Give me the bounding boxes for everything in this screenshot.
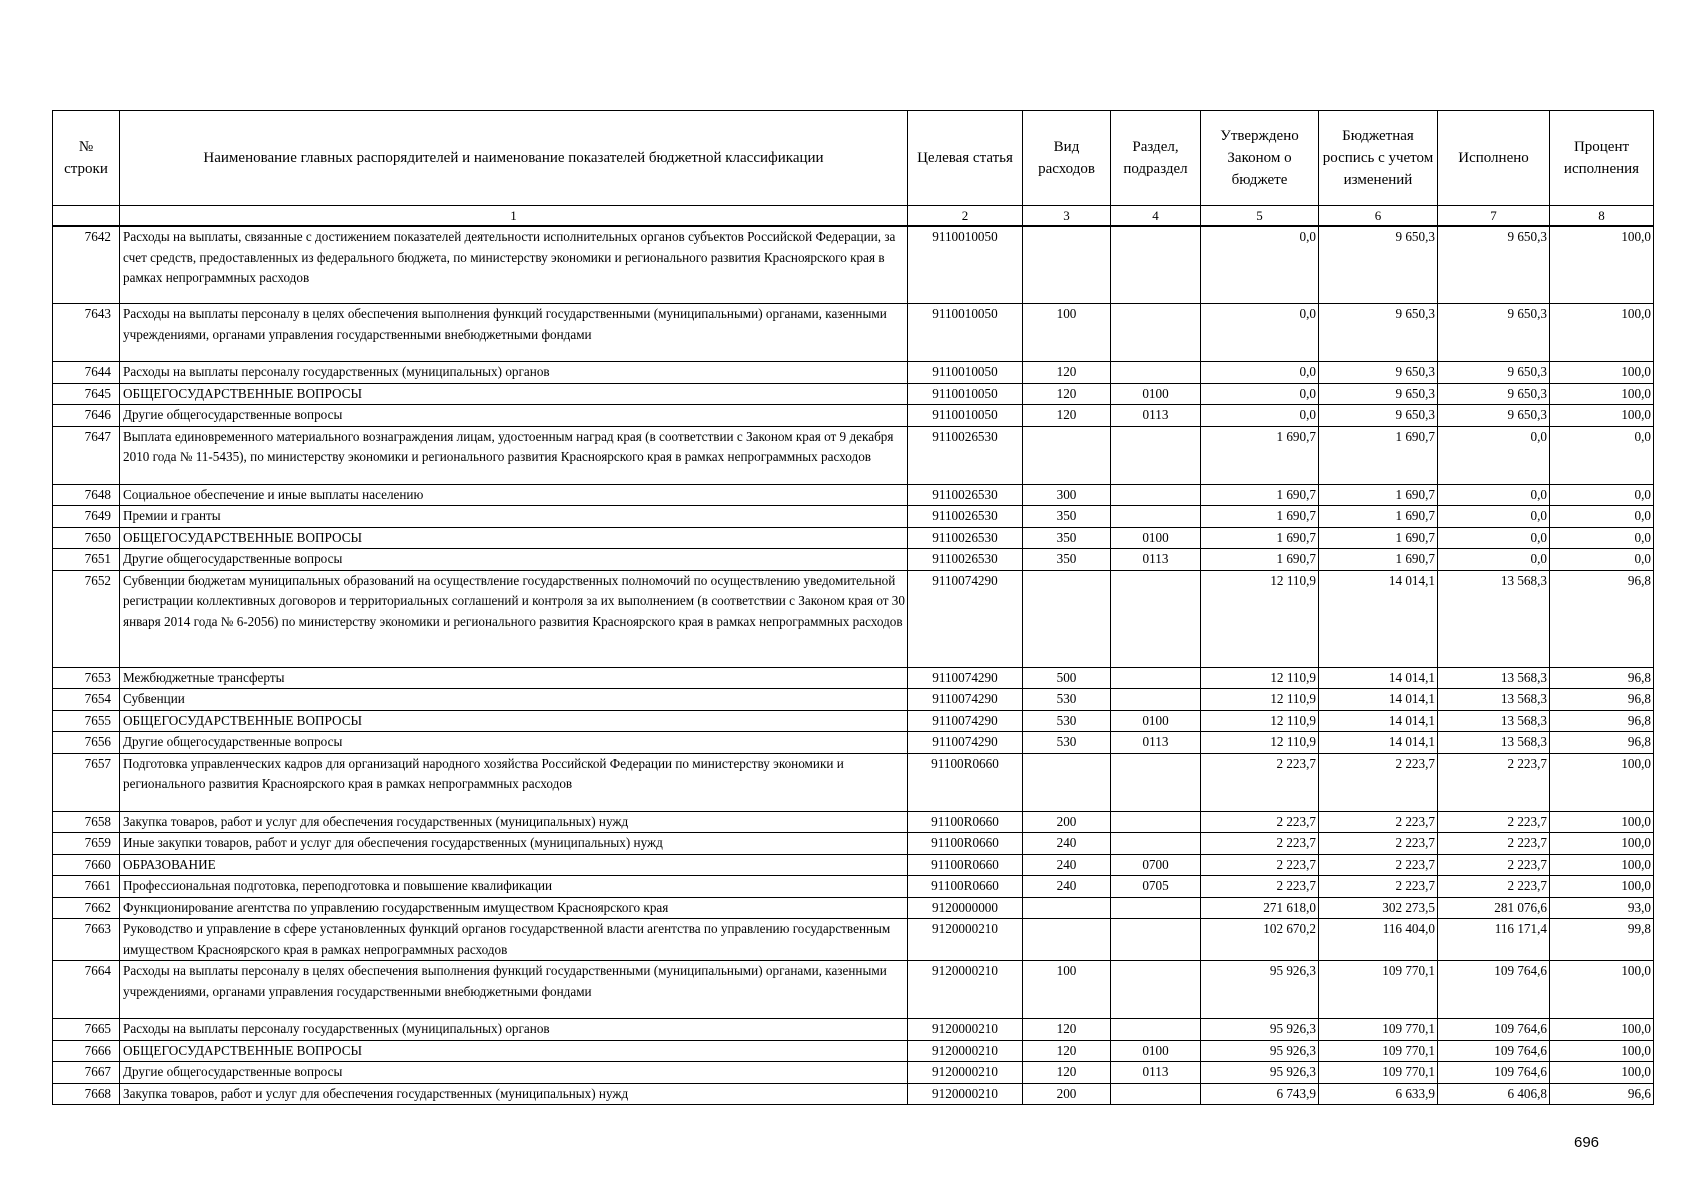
table-row [53,304,1654,362]
row-number: 7666 [53,1040,120,1062]
row-percent: 93,0 [1550,897,1654,919]
row-budget-list: 2 223,7 [1319,833,1438,855]
row-budget-list: 9 650,3 [1319,383,1438,405]
table-row [53,833,1654,855]
row-expense-type [1023,570,1111,667]
row-executed: 109 764,6 [1438,1040,1550,1062]
row-executed: 0,0 [1438,549,1550,571]
table-row [53,1040,1654,1062]
row-executed: 109 764,6 [1438,961,1550,1019]
row-budget-list: 14 014,1 [1319,732,1438,754]
row-section [1111,226,1201,304]
row-budget-list: 1 690,7 [1319,426,1438,484]
row-target-article: 9110026530 [908,527,1023,549]
row-approved: 2 223,7 [1201,854,1319,876]
row-target-article: 9110074290 [908,732,1023,754]
row-name: Межбюджетные трансферты [120,667,908,689]
row-executed: 9 650,3 [1438,304,1550,362]
row-name: ОБЩЕГОСУДАРСТВЕННЫЕ ВОПРОСЫ [120,1040,908,1062]
column-number: 1 [120,206,908,227]
row-expense-type: 200 [1023,1083,1111,1105]
column-number: 2 [908,206,1023,227]
row-budget-list: 302 273,5 [1319,897,1438,919]
row-name: ОБРАЗОВАНИЕ [120,854,908,876]
row-number: 7648 [53,484,120,506]
column-number: 5 [1201,206,1319,227]
row-target-article: 9110026530 [908,506,1023,528]
row-approved: 0,0 [1201,304,1319,362]
row-section [1111,833,1201,855]
row-section: 0100 [1111,710,1201,732]
row-name: Расходы на выплаты персоналу государственных (муниципальных) органов [120,1019,908,1041]
header-percent: Процент исполнения [1550,111,1654,206]
row-budget-list: 1 690,7 [1319,484,1438,506]
row-percent: 100,0 [1550,226,1654,304]
row-section [1111,304,1201,362]
row-section [1111,362,1201,384]
row-executed: 0,0 [1438,484,1550,506]
row-target-article: 9120000210 [908,1040,1023,1062]
row-target-article: 9120000000 [908,897,1023,919]
row-number: 7662 [53,897,120,919]
row-executed: 9 650,3 [1438,405,1550,427]
row-budget-list: 2 223,7 [1319,854,1438,876]
row-name: Профессиональная подготовка, переподготовка и повышение квалификации [120,876,908,898]
row-target-article: 91100R0660 [908,876,1023,898]
row-executed: 116 171,4 [1438,919,1550,961]
row-section [1111,897,1201,919]
row-number: 7643 [53,304,120,362]
header-type: Вид расходов [1023,111,1111,206]
row-percent: 100,0 [1550,753,1654,811]
row-expense-type: 500 [1023,667,1111,689]
table-row [53,897,1654,919]
row-approved: 12 110,9 [1201,732,1319,754]
row-budget-list: 9 650,3 [1319,304,1438,362]
row-budget-list: 2 223,7 [1319,753,1438,811]
row-number: 7653 [53,667,120,689]
row-executed: 2 223,7 [1438,753,1550,811]
table-row [53,484,1654,506]
row-target-article: 9110010050 [908,405,1023,427]
row-expense-type: 100 [1023,961,1111,1019]
header-executed: Исполнено [1438,111,1550,206]
row-budget-list: 1 690,7 [1319,549,1438,571]
row-number: 7665 [53,1019,120,1041]
row-target-article: 9120000210 [908,961,1023,1019]
row-target-article: 9120000210 [908,1083,1023,1105]
row-section [1111,689,1201,711]
row-name: Иные закупки товаров, работ и услуг для обеспечения государственных (муниципальных) нужд [120,833,908,855]
table-row [53,854,1654,876]
row-percent: 100,0 [1550,854,1654,876]
row-target-article: 9110026530 [908,426,1023,484]
row-expense-type [1023,919,1111,961]
row-number: 7663 [53,919,120,961]
row-name: Субвенции [120,689,908,711]
row-number: 7660 [53,854,120,876]
row-percent: 0,0 [1550,527,1654,549]
row-executed: 0,0 [1438,527,1550,549]
header-approved: Утверждено Законом о бюджете [1201,111,1319,206]
row-budget-list: 6 633,9 [1319,1083,1438,1105]
row-executed: 109 764,6 [1438,1019,1550,1041]
row-section [1111,1083,1201,1105]
column-number: 6 [1319,206,1438,227]
row-approved: 271 618,0 [1201,897,1319,919]
header-row-no: № строки [53,111,120,206]
row-approved: 12 110,9 [1201,710,1319,732]
row-percent: 0,0 [1550,426,1654,484]
table-row [53,405,1654,427]
row-expense-type: 100 [1023,304,1111,362]
row-number: 7661 [53,876,120,898]
row-name: Закупка товаров, работ и услуг для обеспечения государственных (муниципальных) нужд [120,811,908,833]
row-target-article: 9120000210 [908,1062,1023,1084]
table-header [53,111,1654,227]
row-executed: 13 568,3 [1438,732,1550,754]
row-executed: 13 568,3 [1438,570,1550,667]
row-budget-list: 1 690,7 [1319,506,1438,528]
row-percent: 100,0 [1550,304,1654,362]
row-number: 7649 [53,506,120,528]
row-number: 7654 [53,689,120,711]
row-approved: 2 223,7 [1201,876,1319,898]
row-target-article: 91100R0660 [908,854,1023,876]
row-name: Закупка товаров, работ и услуг для обеспечения государственных (муниципальных) нужд [120,1083,908,1105]
row-expense-type: 240 [1023,833,1111,855]
row-percent: 99,8 [1550,919,1654,961]
row-name: Другие общегосударственные вопросы [120,732,908,754]
row-target-article: 9110026530 [908,484,1023,506]
row-expense-type: 530 [1023,732,1111,754]
row-expense-type: 530 [1023,689,1111,711]
row-section [1111,506,1201,528]
row-budget-list: 14 014,1 [1319,710,1438,732]
row-approved: 1 690,7 [1201,549,1319,571]
row-number: 7650 [53,527,120,549]
row-percent: 0,0 [1550,506,1654,528]
row-executed: 13 568,3 [1438,667,1550,689]
row-number: 7668 [53,1083,120,1105]
row-percent: 100,0 [1550,833,1654,855]
row-executed: 2 223,7 [1438,833,1550,855]
row-executed: 13 568,3 [1438,710,1550,732]
row-target-article: 9110074290 [908,689,1023,711]
row-percent: 100,0 [1550,1040,1654,1062]
row-expense-type: 240 [1023,876,1111,898]
row-budget-list: 9 650,3 [1319,362,1438,384]
row-number: 7651 [53,549,120,571]
row-target-article: 91100R0660 [908,833,1023,855]
row-expense-type: 350 [1023,527,1111,549]
row-executed: 281 076,6 [1438,897,1550,919]
row-approved: 2 223,7 [1201,833,1319,855]
row-expense-type: 120 [1023,383,1111,405]
row-target-article: 9110074290 [908,570,1023,667]
row-section: 0700 [1111,854,1201,876]
row-budget-list: 2 223,7 [1319,811,1438,833]
row-target-article: 9110026530 [908,549,1023,571]
row-number: 7646 [53,405,120,427]
budget-table [52,110,1654,1105]
row-executed: 13 568,3 [1438,689,1550,711]
row-approved: 12 110,9 [1201,667,1319,689]
row-approved: 1 690,7 [1201,527,1319,549]
row-section: 0113 [1111,732,1201,754]
table-row [53,506,1654,528]
row-executed: 6 406,8 [1438,1083,1550,1105]
row-expense-type [1023,897,1111,919]
row-target-article: 9110010050 [908,383,1023,405]
row-expense-type [1023,753,1111,811]
row-number: 7664 [53,961,120,1019]
column-number: 3 [1023,206,1111,227]
row-budget-list: 116 404,0 [1319,919,1438,961]
row-budget-list: 9 650,3 [1319,226,1438,304]
row-approved: 12 110,9 [1201,689,1319,711]
column-number: 7 [1438,206,1550,227]
header-section: Раздел, подраздел [1111,111,1201,206]
row-percent: 96,8 [1550,732,1654,754]
table-row [53,549,1654,571]
row-name: Другие общегосударственные вопросы [120,405,908,427]
row-name: Субвенции бюджетам муниципальных образований на осуществление государственных полномочий по осуществлению уведомительной регистрации коллективных договоров и территориальных соглашений и контроля за их выполнением (в соответствии с Законом края от 30 января 2014 года № 6-2056) по министерству экономики и регионального развития Красноярского края в рамках непрограммных расходов [120,570,908,667]
table-row [53,426,1654,484]
row-section [1111,484,1201,506]
table-row [53,732,1654,754]
row-section: 0100 [1111,527,1201,549]
row-number: 7667 [53,1062,120,1084]
row-percent: 96,8 [1550,710,1654,732]
row-expense-type: 350 [1023,506,1111,528]
row-budget-list: 109 770,1 [1319,961,1438,1019]
row-percent: 100,0 [1550,383,1654,405]
row-number: 7658 [53,811,120,833]
row-target-article: 91100R0660 [908,811,1023,833]
row-budget-list: 9 650,3 [1319,405,1438,427]
row-name: Социальное обеспечение и иные выплаты населению [120,484,908,506]
row-name: Подготовка управленческих кадров для организаций народного хозяйства Российской Федерации по министерству экономики и регионального развития Красноярского края в рамках непрограммных расходов [120,753,908,811]
column-number: 4 [1111,206,1201,227]
row-expense-type: 240 [1023,854,1111,876]
table-row [53,710,1654,732]
row-target-article: 9120000210 [908,919,1023,961]
row-number: 7656 [53,732,120,754]
table-row [53,689,1654,711]
row-percent: 100,0 [1550,1019,1654,1041]
column-numbers-row [53,206,1654,227]
row-budget-list: 109 770,1 [1319,1040,1438,1062]
table-row [53,1019,1654,1041]
row-target-article: 91100R0660 [908,753,1023,811]
header-name: Наименование главных распорядителей и наименование показателей бюджетной классификации [120,111,908,206]
row-percent: 96,8 [1550,689,1654,711]
row-target-article: 9110010050 [908,226,1023,304]
row-percent: 100,0 [1550,961,1654,1019]
row-number: 7657 [53,753,120,811]
row-target-article: 9110074290 [908,667,1023,689]
row-budget-list: 14 014,1 [1319,689,1438,711]
row-number: 7655 [53,710,120,732]
row-target-article: 9110074290 [908,710,1023,732]
table-row [53,961,1654,1019]
row-section: 0100 [1111,1040,1201,1062]
row-expense-type: 200 [1023,811,1111,833]
row-approved: 1 690,7 [1201,426,1319,484]
row-section: 0113 [1111,549,1201,571]
column-number: 8 [1550,206,1654,227]
row-percent: 96,6 [1550,1083,1654,1105]
row-number: 7645 [53,383,120,405]
row-section: 0113 [1111,1062,1201,1084]
row-approved: 0,0 [1201,362,1319,384]
row-name: Другие общегосударственные вопросы [120,1062,908,1084]
row-approved: 102 670,2 [1201,919,1319,961]
row-name: Расходы на выплаты, связанные с достижением показателей деятельности исполнительных органов субъектов Российской Федерации, за счет средств, предоставленных из федерального бюджета, по министерству экономики и регионального развития Красноярского края в рамках непрограммных расходов [120,226,908,304]
row-approved: 0,0 [1201,405,1319,427]
row-number: 7642 [53,226,120,304]
row-section [1111,961,1201,1019]
row-target-article: 9120000210 [908,1019,1023,1041]
table-row [53,1083,1654,1105]
row-name: Расходы на выплаты персоналу в целях обеспечения выполнения функций государственными (муниципальными) органами, казенными учреждениями, органами управления государственными внебюджетными фондами [120,304,908,362]
row-name: Выплата единовременного материального вознаграждения лицам, удостоенным наград края (в соответствии с Законом края от 9 декабря 2010 года № 11-5435), по министерству экономики и регионального развития Красноярского края в рамках непрограммных расходов [120,426,908,484]
row-budget-list: 2 223,7 [1319,876,1438,898]
row-approved: 1 690,7 [1201,484,1319,506]
header-budget-list: Бюджетная роспись с учетом изменений [1319,111,1438,206]
row-percent: 0,0 [1550,484,1654,506]
row-approved: 95 926,3 [1201,1040,1319,1062]
row-approved: 2 223,7 [1201,811,1319,833]
row-section [1111,667,1201,689]
row-approved: 6 743,9 [1201,1083,1319,1105]
row-budget-list: 1 690,7 [1319,527,1438,549]
header-target: Целевая статья [908,111,1023,206]
row-approved: 95 926,3 [1201,1019,1319,1041]
row-target-article: 9110010050 [908,304,1023,362]
row-percent: 96,8 [1550,667,1654,689]
table-row [53,876,1654,898]
table-row [53,362,1654,384]
table-row [53,667,1654,689]
table-row [53,570,1654,667]
table-row [53,527,1654,549]
row-approved: 95 926,3 [1201,1062,1319,1084]
row-executed: 9 650,3 [1438,383,1550,405]
row-name: ОБЩЕГОСУДАРСТВЕННЫЕ ВОПРОСЫ [120,527,908,549]
row-approved: 12 110,9 [1201,570,1319,667]
row-target-article: 9110010050 [908,362,1023,384]
row-section: 0705 [1111,876,1201,898]
row-approved: 1 690,7 [1201,506,1319,528]
row-name: Расходы на выплаты персоналу в целях обеспечения выполнения функций государственными (муниципальными) органами, казенными учреждениями, органами управления государственными внебюджетными фондами [120,961,908,1019]
row-expense-type: 350 [1023,549,1111,571]
row-name: ОБЩЕГОСУДАРСТВЕННЫЕ ВОПРОСЫ [120,710,908,732]
row-expense-type: 300 [1023,484,1111,506]
row-executed: 0,0 [1438,426,1550,484]
row-number: 7652 [53,570,120,667]
row-approved: 95 926,3 [1201,961,1319,1019]
row-expense-type: 530 [1023,710,1111,732]
row-approved: 0,0 [1201,226,1319,304]
table-row [53,1062,1654,1084]
row-executed: 109 764,6 [1438,1062,1550,1084]
row-executed: 0,0 [1438,506,1550,528]
row-section [1111,1019,1201,1041]
row-budget-list: 14 014,1 [1319,667,1438,689]
row-expense-type: 120 [1023,1019,1111,1041]
row-expense-type [1023,426,1111,484]
row-number: 7644 [53,362,120,384]
row-percent: 100,0 [1550,362,1654,384]
table-row [53,383,1654,405]
row-section: 0113 [1111,405,1201,427]
row-executed: 2 223,7 [1438,854,1550,876]
row-approved: 0,0 [1201,383,1319,405]
row-section: 0100 [1111,383,1201,405]
row-budget-list: 109 770,1 [1319,1019,1438,1041]
row-budget-list: 14 014,1 [1319,570,1438,667]
row-percent: 96,8 [1550,570,1654,667]
row-section [1111,919,1201,961]
row-executed: 9 650,3 [1438,362,1550,384]
row-section [1111,753,1201,811]
row-name: Расходы на выплаты персоналу государственных (муниципальных) органов [120,362,908,384]
row-percent: 0,0 [1550,549,1654,571]
row-number: 7647 [53,426,120,484]
row-name: ОБЩЕГОСУДАРСТВЕННЫЕ ВОПРОСЫ [120,383,908,405]
row-section [1111,426,1201,484]
row-approved: 2 223,7 [1201,753,1319,811]
row-percent: 100,0 [1550,1062,1654,1084]
row-percent: 100,0 [1550,876,1654,898]
row-name: Функционирование агентства по управлению государственным имуществом Красноярского края [120,897,908,919]
row-percent: 100,0 [1550,811,1654,833]
row-executed: 2 223,7 [1438,876,1550,898]
row-percent: 100,0 [1550,405,1654,427]
row-expense-type: 120 [1023,1062,1111,1084]
row-expense-type: 120 [1023,405,1111,427]
page-number: 696 [1574,1134,1600,1151]
row-executed: 9 650,3 [1438,226,1550,304]
row-name: Другие общегосударственные вопросы [120,549,908,571]
table-row [53,919,1654,961]
row-expense-type [1023,226,1111,304]
table-row [53,811,1654,833]
row-section [1111,570,1201,667]
row-section [1111,811,1201,833]
row-expense-type: 120 [1023,1040,1111,1062]
table-row [53,226,1654,304]
row-name: Премии и гранты [120,506,908,528]
table-row [53,753,1654,811]
table-body [53,226,1654,1105]
row-executed: 2 223,7 [1438,811,1550,833]
column-number-blank [53,206,120,227]
row-expense-type: 120 [1023,362,1111,384]
row-name: Руководство и управление в сфере установленных функций органов государственной власти агентства по управлению государственным имуществом Красноярского края в рамках непрограммных расходов [120,919,908,961]
row-number: 7659 [53,833,120,855]
row-budget-list: 109 770,1 [1319,1062,1438,1084]
